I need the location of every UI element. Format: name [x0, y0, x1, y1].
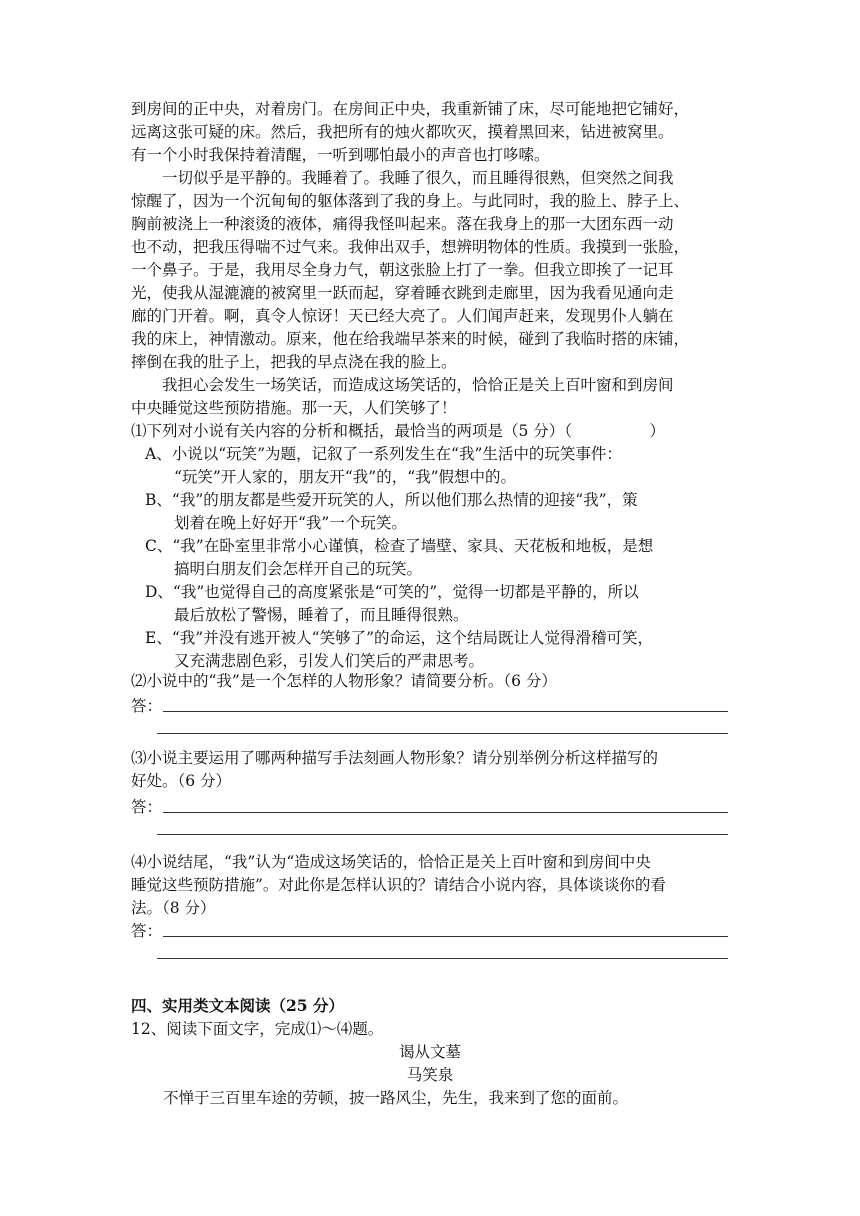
story-line: 一切似乎是平静的。我睡着了。我睡了很久，而且睡得很熟，但突然之间我 — [131, 169, 674, 187]
option-b-cont: 划着在晚上好好开“我”一个玩笑。 — [174, 514, 407, 532]
question-12: 12、阅读下面文字，完成⑴～⑷题。 — [131, 1020, 384, 1038]
answer-label: 答： — [131, 922, 163, 940]
option-e: E、“我”并没有逃开被人“笑够了”的命运，这个结局既让人觉得滑稽可笑， — [145, 629, 654, 647]
option-b: B、“我”的朋友都是些爱开玩笑的人，所以他们那么热情的迎接“我”，策 — [145, 491, 638, 509]
story-line: 到房间的正中央，对着房门。在房间正中央，我重新铺了床，尽可能地把它铺好， — [131, 100, 690, 118]
story-line: 光，使我从湿漉漉的被窝里一跃而起，穿着睡衣跳到走廊里，因为我看见通向走 — [131, 284, 674, 302]
option-a-cont: “玩笑”开人家的，朋友开“我”的，“我”假想中的。 — [174, 468, 517, 486]
question-4-stem: ⑷小说结尾，“我”认为“造成这场笑话的，恰恰正是关上百叶窗和到房间中央 — [131, 853, 651, 871]
story-line: 一个鼻子。于是，我用尽全身力气，朝这张脸上打了一拳。但我立即挨了一记耳 — [131, 261, 674, 279]
section-heading: 四、实用类文本阅读（25 分） — [131, 996, 344, 1015]
option-c: C、“我”在卧室里非常小心谨慎，检查了墙壁、家具、天花板和地板，是想 — [145, 537, 654, 555]
story-line: 惊醒了，因为一个沉甸甸的躯体落到了我的身上。与此同时，我的脸上、脖子上、 — [131, 192, 690, 210]
option-e-cont: 又充满悲剧色彩，引发人们笑后的严肃思考。 — [174, 652, 485, 670]
answer-line[interactable] — [163, 711, 728, 712]
question-3-stem: ⑶小说主要运用了哪两种描写手法刻画人物形象？请分别举例分析这样描写的 — [131, 749, 659, 767]
essay-author: 马笑泉 — [406, 1066, 454, 1084]
essay-title: 谒从文墓 — [398, 1043, 461, 1061]
story-line: 也不动，把我压得喘不过气来。我伸出双手，想辨明物体的性质。我摸到一张脸， — [131, 238, 690, 256]
answer-line[interactable] — [157, 834, 728, 835]
option-c-cont: 搞明白朋友们会怎样开自己的玩笑。 — [174, 560, 423, 578]
answer-label: 答： — [131, 697, 163, 715]
question-2-stem: ⑵小说中的“我”是一个怎样的人物形象？请简要分析。（6 分） — [131, 672, 557, 690]
question-4-stem: 法。（8 分） — [131, 899, 216, 917]
question-4-stem: 睡觉这些预防措施”。对此你是怎样认识的？请结合小说内容，具体谈谈你的看 — [131, 876, 666, 894]
story-line: 远离这张可疑的床。然后，我把所有的烛火都吹灭，摸着黑回来，钻进被窝里。 — [131, 123, 674, 141]
answer-line[interactable] — [163, 936, 728, 937]
answer-line[interactable] — [157, 733, 728, 734]
story-line: 中央睡觉这些预防措施。那一天，人们笑够了！ — [131, 399, 457, 417]
essay-first-line: 不惮于三百里车途的劳顿，披一路风尘，先生，我来到了您的面前。 — [163, 1089, 629, 1107]
story-line: 廊的门开着。啊，真令人惊讶！天已经大亮了。人们闻声赶来，发现男仆人躺在 — [131, 307, 674, 325]
story-line: 有一个小时我保持着清醒，一听到哪怕最小的声音也打哆嗦。 — [131, 146, 550, 164]
story-line: 胸前被浇上一种滚烫的液体，痛得我怪叫起来。落在我身上的那一大团东西一动 — [131, 215, 674, 233]
question-1-stem: ⑴下列对小说有关内容的分析和概括，最恰当的两项是（5 分）（ ） — [131, 422, 666, 440]
option-d: D、“我”也觉得自己的高度紧张是“可笑的”，觉得一切都是平静的，所以 — [145, 583, 639, 601]
option-a: A、小说以“玩笑”为题，记叙了一系列发生在“我”生活中的玩笑事件： — [145, 445, 622, 463]
answer-line[interactable] — [157, 958, 728, 959]
story-line: 我的床上，神情激动。原来，他在给我端早茶来的时候，碰到了我临时搭的床铺， — [131, 330, 690, 348]
question-3-stem: 好处。（6 分） — [131, 772, 232, 790]
story-line: 摔倒在我的肚子上，把我的早点浇在我的脸上。 — [131, 353, 457, 371]
answer-label: 答： — [131, 798, 163, 816]
option-d-cont: 最后放松了警惕，睡着了，而且睡得很熟。 — [174, 606, 469, 624]
answer-line[interactable] — [163, 812, 728, 813]
story-line: 我担心会发生一场笑话，而造成这场笑话的，恰恰正是关上百叶窗和到房间 — [131, 376, 674, 394]
